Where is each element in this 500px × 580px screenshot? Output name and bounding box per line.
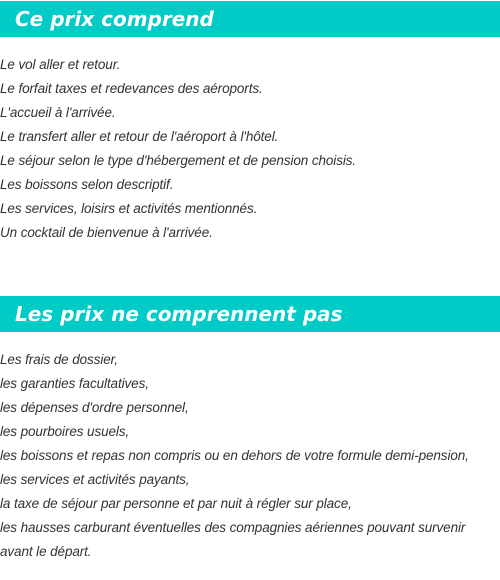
list-item: Le forfait taxes et redevances des aéroports. bbox=[0, 81, 263, 96]
list-item: les services et activités payants, bbox=[0, 472, 190, 487]
list-item: Un cocktail de bienvenue à l'arrivée. bbox=[0, 225, 213, 240]
list-item: L'accueil à l'arrivée. bbox=[0, 105, 116, 120]
included-section-title: Ce prix comprend bbox=[0, 1, 500, 37]
list-item: Le séjour selon le type d'hébergement et de pension choisis. bbox=[0, 153, 357, 168]
list-item: Le vol aller et retour. bbox=[0, 57, 121, 72]
list-item: Le transfert aller et retour de l'aéroport à l'hôtel. bbox=[0, 129, 279, 144]
list-item: les garanties facultatives, bbox=[0, 376, 149, 391]
list-item: les pourboires usuels, bbox=[0, 424, 130, 439]
excluded-section-title: Les prix ne comprennent pas bbox=[0, 296, 500, 332]
excluded-list bbox=[0, 348, 500, 564]
list-item: Les frais de dossier, bbox=[0, 352, 118, 367]
list-item: Les boissons selon descriptif. bbox=[0, 177, 174, 192]
list-item: les boissons et repas non compris ou en dehors de votre formule demi-pension, bbox=[0, 448, 469, 463]
included-list bbox=[0, 53, 500, 245]
list-item: la taxe de séjour par personne et par nuit à régler sur place, bbox=[0, 496, 352, 511]
list-item: les hausses carburant éventuelles des compagnies aériennes pouvant survenir avant le départ. bbox=[0, 520, 466, 559]
list-item: les dépenses d'ordre personnel, bbox=[0, 400, 189, 415]
list-item: Les services, loisirs et activités mentionnés. bbox=[0, 201, 258, 216]
